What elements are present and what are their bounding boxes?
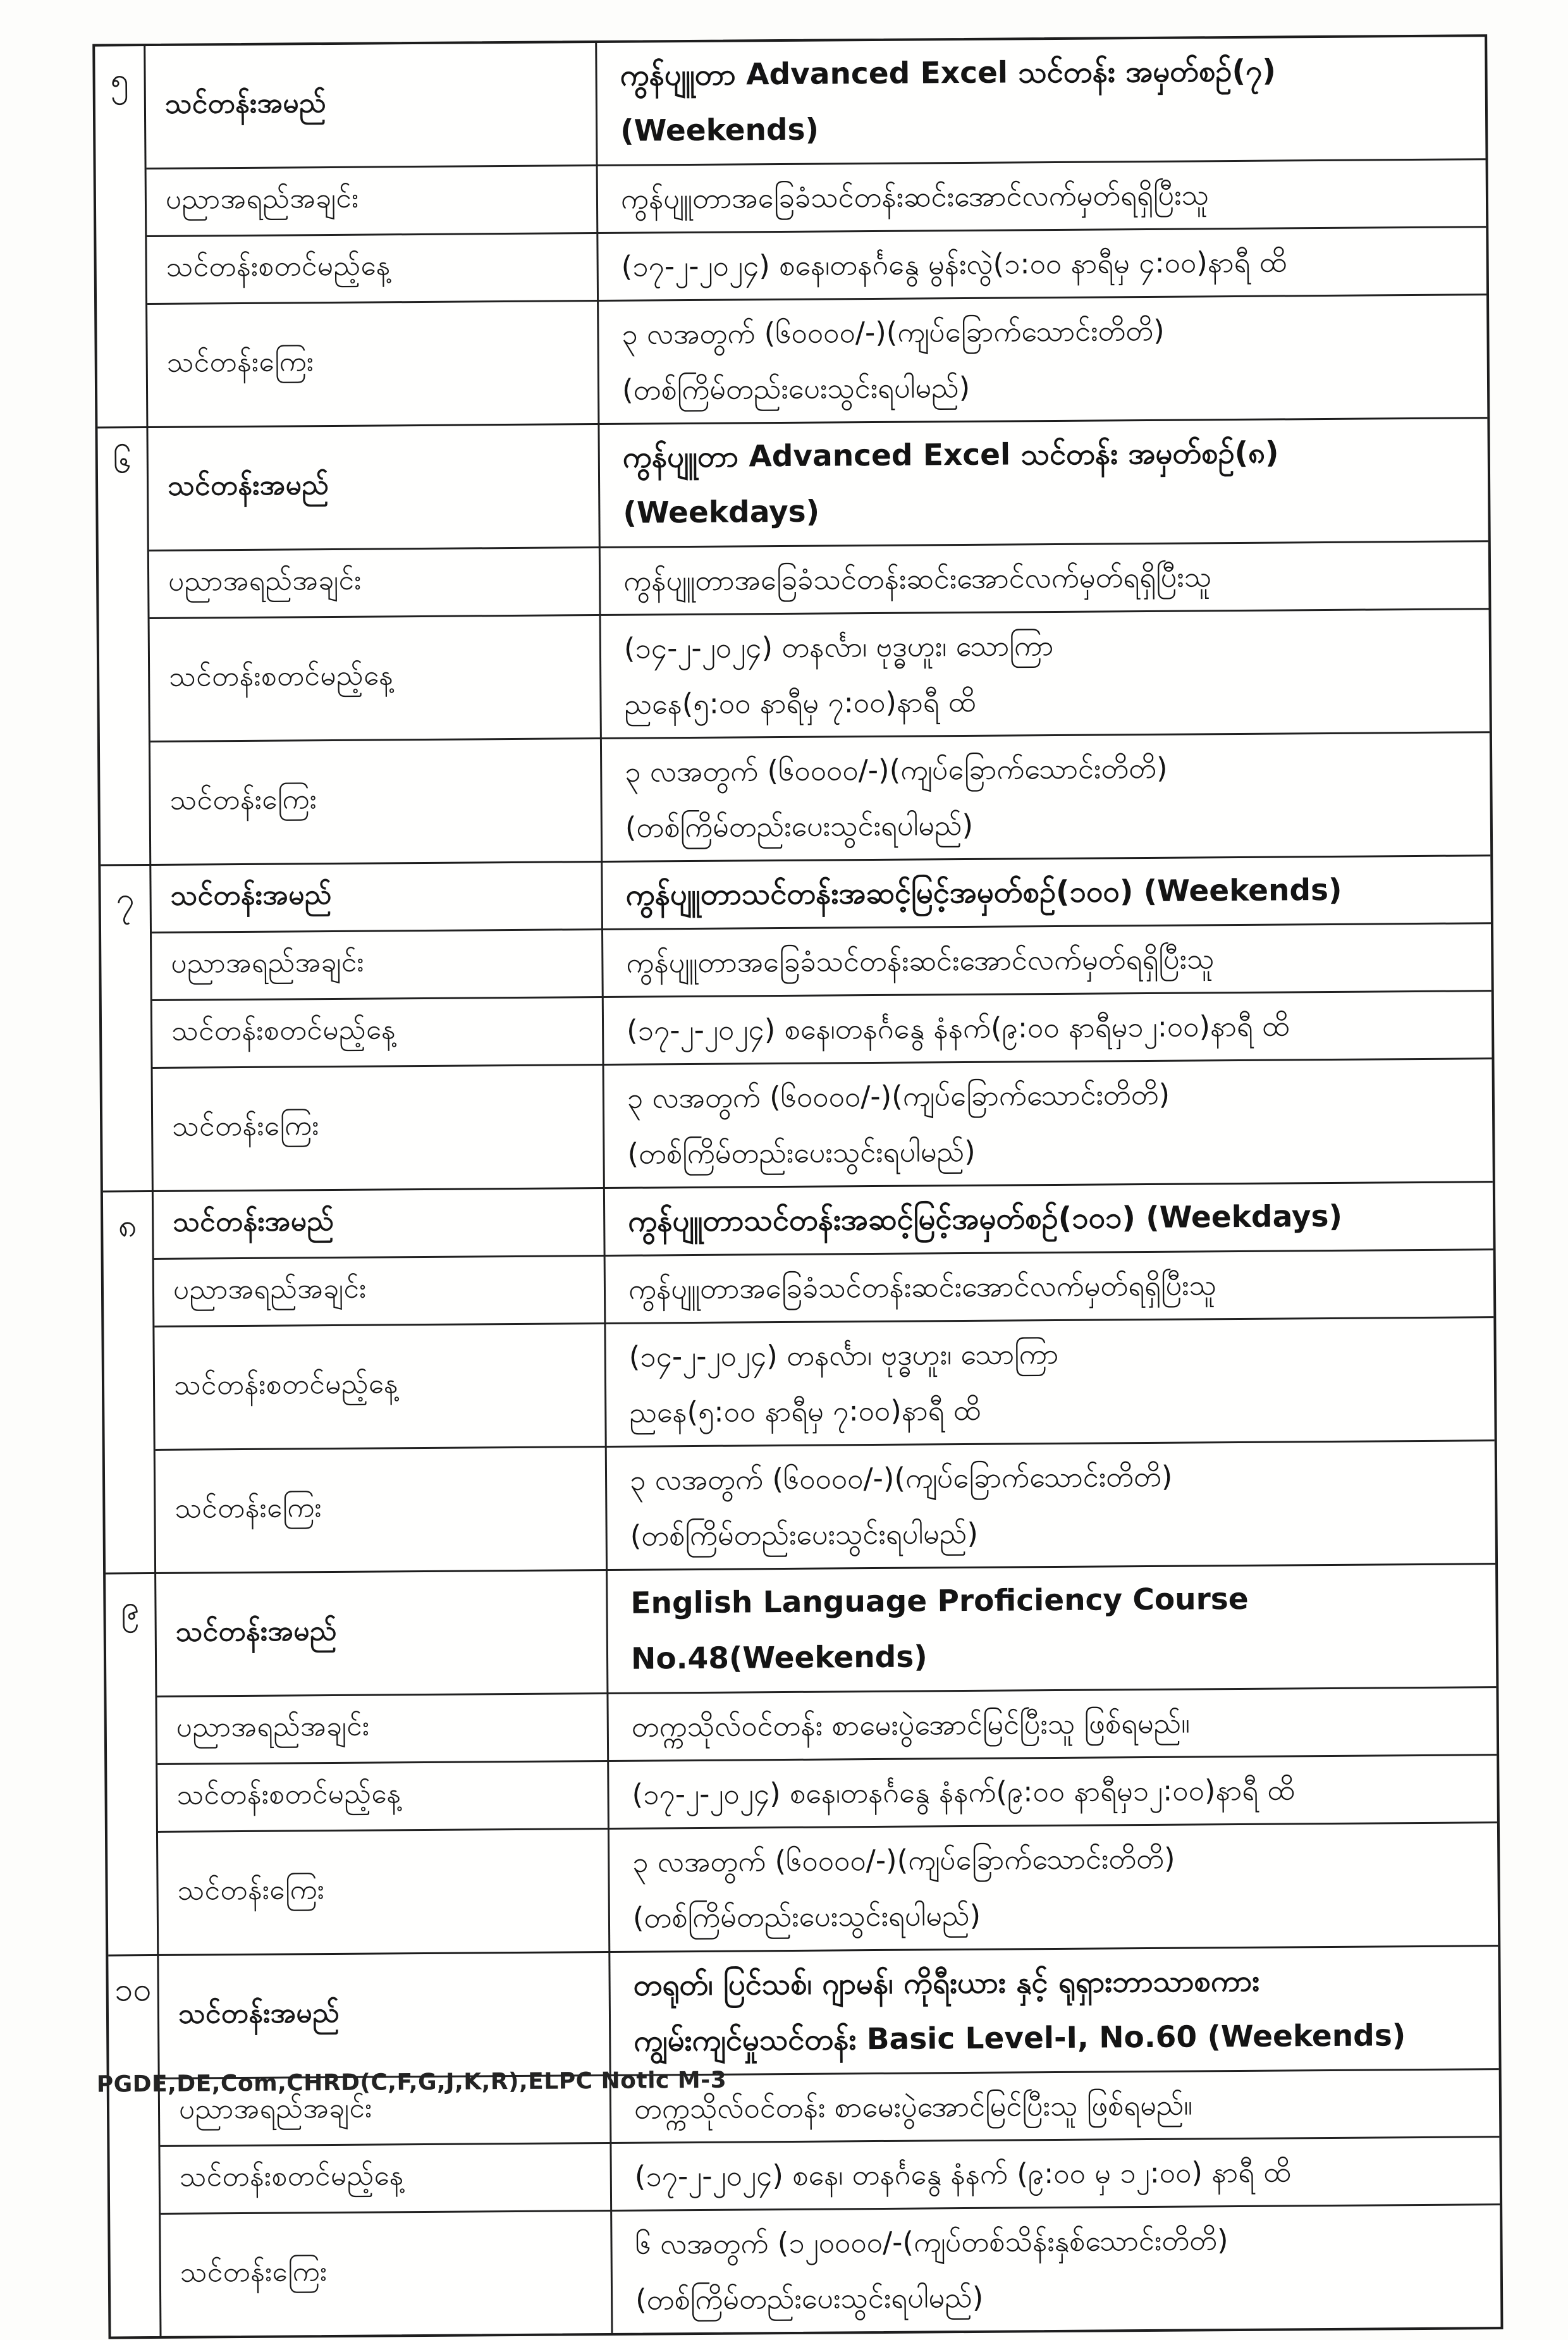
start-date-row bbox=[150, 608, 1490, 741]
start-date-label: သင်တန်းစတင်မည့်နေ့ bbox=[157, 1762, 609, 1831]
course-section-10 bbox=[108, 1945, 1500, 2336]
fee-label: သင်တန်းကြေး bbox=[161, 2212, 613, 2336]
section-number: ၈ bbox=[103, 1192, 156, 1573]
start-date-label: သင်တန်းစတင်မည့်နေ့ bbox=[154, 1324, 606, 1449]
qualification-value: ကွန်ပျူတာအခြေခံသင်တန်းဆင်းအောင်လက်မှတ်ရရှိပြီးသူ bbox=[620, 178, 1210, 216]
course-name-label: သင်တန်းအမည် bbox=[154, 1189, 606, 1258]
qualification-value: တက္ကသိုလ်ဝင်တန်း စာမေးပွဲအောင်မြင်ပြီးသူ ဖြစ်ရမည်။ bbox=[631, 1706, 1191, 1744]
course-name-value: ကွန်ပျူတာသင်တန်းအဆင့်မြင့်အမှတ်စဉ်(၁၀၀) (Weekends) bbox=[625, 872, 1342, 913]
qualification-label: ပညာအရည်အချင်း bbox=[149, 548, 601, 617]
section-number: ၁၀ bbox=[108, 1956, 161, 2337]
course-section-5 bbox=[95, 37, 1487, 426]
fee-value: ၃ လအတွက် (၆၀၀၀၀/-)(ကျပ်ခြောက်သောင်းတိတိ) (တစ်ကြိမ်တည်းပေးသွင်းရပါမည်) bbox=[622, 313, 1165, 407]
course-name-value: တရုတ်၊ ပြင်သစ်၊ ဂျာမန်၊ ကိုရီးယား နှင့် ရုရှားဘာသာစကား ကျွမ်းကျင်မှုသင်တန်း Basic Level-I, No.60 (Weekends) bbox=[633, 1963, 1406, 2059]
qualification-value: ကွန်ပျူတာအခြေခံသင်တန်းဆင်းအောင်လက်မှတ်ရရှိပြီးသူ bbox=[628, 1268, 1217, 1306]
fee-value: ၆ လအတွက် (၁၂၀၀၀၀/-(ကျပ်တစ်သိန်းနှစ်သောင်းတိတိ) (တစ်ကြိမ်တည်းပေးသွင်းရပါမည်) bbox=[635, 2223, 1228, 2317]
course-name-label: သင်တန်းအမည် bbox=[148, 425, 600, 550]
course-name-row bbox=[145, 37, 1485, 168]
fee-label: သင်တန်းကြေး bbox=[153, 1066, 605, 1190]
start-date-label: သင်တန်းစတင်မည့်နေ့ bbox=[150, 616, 602, 741]
start-date-value: (၁၇-၂-၂၀၂၄) စနေ၊တနင်္ဂနွေ မွန်းလွဲ(၁:၀၀ နာရီမှ ၄:၀၀)နာရီ ထိ bbox=[621, 245, 1287, 283]
start-date-value: (၁၄-၂-၂၀၂၄) တနင်္လာ၊ ဗုဒ္ဓဟူး၊ သောကြာ ညနေ(၅:၀၀ နာရီမှ ၇:၀၀)နာရီ ထိ bbox=[623, 629, 1054, 721]
section-rows bbox=[145, 37, 1487, 426]
qualification-value: ကွန်ပျူတာအခြေခံသင်တန်းဆင်းအောင်လက်မှတ်ရရှိပြီးသူ bbox=[626, 942, 1215, 980]
section-rows bbox=[154, 1183, 1495, 1572]
section-number: ၉ bbox=[106, 1574, 159, 1955]
start-date-row bbox=[152, 990, 1492, 1067]
fee-value: ၃ လအတွက် (၆၀၀၀၀/-)(ကျပ်ခြောက်သောင်းတိတိ) (တစ်ကြိမ်တည်းပေးသွင်းရပါမည်) bbox=[625, 751, 1168, 844]
course-name-row bbox=[156, 1565, 1496, 1696]
fee-label: သင်တန်းကြေး bbox=[156, 1448, 608, 1572]
section-rows bbox=[151, 856, 1493, 1190]
course-notice-table bbox=[92, 34, 1503, 2339]
section-number: ၅ bbox=[95, 46, 148, 427]
qualification-label: ပညာအရည်အချင်း bbox=[154, 1257, 606, 1326]
section-rows bbox=[148, 419, 1490, 864]
course-section-7 bbox=[101, 854, 1493, 1190]
fee-label: သင်တန်းကြေး bbox=[150, 739, 603, 864]
start-date-value: (၁၇-၂-၂၀၂၄) စနေ၊တနင်္ဂနွေ နံနက်(၉:၀၀ နာရီမှ၁၂:၀၀)နာရီ ထိ bbox=[626, 1009, 1290, 1047]
qualification-row bbox=[154, 1248, 1494, 1326]
start-date-row bbox=[160, 2136, 1500, 2213]
footer-reference-note: PGDE,DE,Com,CHRD(C,F,G,J,K,R),ELPC Notic M-3 bbox=[96, 2067, 727, 2098]
fee-row bbox=[161, 2203, 1500, 2336]
course-name-row bbox=[151, 856, 1491, 932]
qualification-row bbox=[147, 158, 1486, 235]
course-section-9 bbox=[106, 1563, 1498, 1954]
fee-value: ၃ လအတွက် (၆၀၀၀၀/-)(ကျပ်ခြောက်သောင်းတိတိ) (တစ်ကြိမ်တည်းပေးသွင်းရပါမည်) bbox=[627, 1077, 1170, 1171]
section-number: ၇ bbox=[101, 866, 154, 1191]
start-date-label: သင်တန်းစတင်မည့်နေ့ bbox=[152, 998, 604, 1067]
qualification-label: ပညာအရည်အချင်း bbox=[157, 1694, 609, 1763]
start-date-value: (၁၇-၂-၂၀၂၄) စနေ၊ တနင်္ဂနွေ နံနက် (၉:၀၀ မှ ၁၂:၀၀) နာရီ ထိ bbox=[634, 2155, 1291, 2193]
course-section-6 bbox=[97, 417, 1490, 864]
start-date-row bbox=[157, 1754, 1497, 1831]
start-date-label: သင်တန်းစတင်မည့်နေ့ bbox=[160, 2144, 612, 2213]
start-date-value: (၁၄-၂-၂၀၂၄) တနင်္လာ၊ ဗုဒ္ဓဟူး၊ သောကြာ ညနေ(၅:၀၀ နာရီမှ ၇:၀၀)နာရီ ထိ bbox=[628, 1336, 1059, 1429]
fee-value: ၃ လအတွက် (၆၀၀၀၀/-)(ကျပ်ခြောက်သောင်းတိတိ) (တစ်ကြိမ်တည်းပေးသွင်းရပါမည်) bbox=[632, 1841, 1175, 1935]
course-name-value: ကွန်ပျူတာ Advanced Excel သင်တန်း အမှတ်စဉ်(၈) (Weekdays) bbox=[622, 435, 1279, 531]
qualification-label: ပညာအရည်အချင်း bbox=[147, 166, 599, 235]
course-section-8 bbox=[103, 1181, 1495, 1572]
section-rows bbox=[159, 1947, 1500, 2336]
course-name-label: သင်တန်းအမည် bbox=[159, 1953, 611, 2078]
start-date-label: သင်တန်းစတင်မည့်နေ့ bbox=[147, 234, 599, 303]
start-date-row bbox=[154, 1316, 1494, 1449]
qualification-row bbox=[157, 1686, 1497, 1763]
fee-row bbox=[147, 293, 1487, 426]
fee-row bbox=[156, 1439, 1495, 1572]
start-date-value: (၁၇-၂-၂၀၂၄) စနေ၊တနင်္ဂနွေ နံနက်(၉:၀၀ နာရီမှ၁၂:၀၀)နာရီ ထိ bbox=[632, 1773, 1295, 1811]
course-name-label: သင်တန်းအမည် bbox=[156, 1571, 608, 1696]
qualification-label: ပညာအရည်အချင်း bbox=[160, 2076, 612, 2145]
course-name-row bbox=[154, 1183, 1493, 1258]
course-name-value: English Language Proficiency Course No.48(Weekends) bbox=[630, 1581, 1249, 1677]
course-name-row bbox=[148, 419, 1488, 550]
course-name-row bbox=[159, 1947, 1498, 2078]
course-name-label: သင်တန်းအမည် bbox=[151, 863, 603, 932]
qualification-label: ပညာအရည်အချင်း bbox=[152, 930, 604, 999]
fee-row bbox=[153, 1057, 1493, 1190]
course-name-value: ကွန်ပျူတာ Advanced Excel သင်တန်း အမှတ်စဉ်(၇) (Weekends) bbox=[620, 53, 1277, 149]
qualification-row bbox=[152, 922, 1491, 999]
fee-row bbox=[158, 1821, 1498, 1954]
start-date-row bbox=[147, 226, 1486, 303]
qualification-value: ကွန်ပျူတာအခြေခံသင်တန်းဆင်းအောင်လက်မှတ်ရရှိပြီးသူ bbox=[623, 560, 1212, 598]
fee-value: ၃ လအတွက် (၆၀၀၀၀/-)(ကျပ်ခြောက်သောင်းတိတိ) (တစ်ကြိမ်တည်းပေးသွင်းရပါမည်) bbox=[629, 1459, 1173, 1553]
section-rows bbox=[156, 1565, 1498, 1954]
course-name-value: ကွန်ပျူတာသင်တန်းအဆင့်မြင့်အမှတ်စဉ်(၁၀၁) (Weekdays) bbox=[628, 1198, 1343, 1239]
fee-row bbox=[150, 731, 1490, 864]
course-name-label: သင်တန်းအမည် bbox=[145, 43, 597, 168]
fee-label: သင်တန်းကြေး bbox=[147, 302, 599, 426]
section-number: ၆ bbox=[97, 428, 151, 865]
qualification-row bbox=[149, 540, 1489, 617]
qualification-value: တက္ကသိုလ်ဝင်တန်း စာမေးပွဲအောင်မြင်ပြီးသူ ဖြစ်ရမည်။ bbox=[634, 2088, 1193, 2126]
fee-label: သင်တန်းကြေး bbox=[158, 1830, 610, 1954]
